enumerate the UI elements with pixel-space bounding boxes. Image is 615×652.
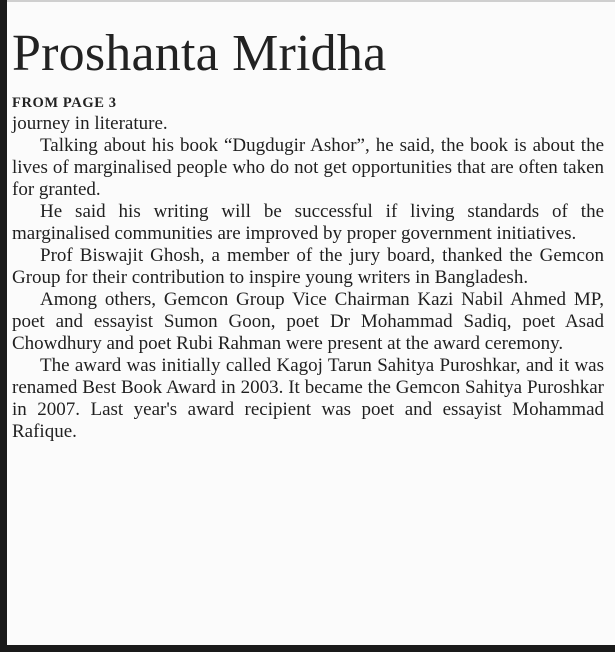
paragraph-continuation: journey in literature.: [12, 113, 168, 134]
paragraph: He said his writing will be successful if living standards of the marginalised communities are improved by proper government initiatives.: [12, 201, 604, 244]
left-border: [0, 0, 7, 652]
paragraph: Among others, Gemcon Group Vice Chairman Kazi Nabil Ahmed MP, poet and essayist Sumon Goon, poet Dr Mohammad Sadiq, poet Asad Chowdhury and poet Rubi Rahman were present at the award ceremony.: [12, 289, 604, 354]
top-rule: [0, 0, 615, 2]
article: [12, 22, 604, 443]
continued-from-label: FROM PAGE 3: [12, 95, 117, 111]
article-body: [12, 113, 604, 443]
headline: Proshanta Mridha: [12, 25, 387, 82]
paragraph: The award was initially called Kagoj Tarun Sahitya Puroshkar, and it was renamed Best Book Award in 2003. It became the Gemcon Sahitya Puroshkar in 2007. Last year's award recipient was poet and essayist Mohammad Rafique.: [12, 355, 604, 442]
paragraph: Talking about his book “Dugdugir Ashor”, he said, the book is about the lives of marginalised people who do not get opportunities that are often taken for granted.: [12, 135, 604, 200]
paragraph: Prof Biswajit Ghosh, a member of the jury board, thanked the Gemcon Group for their contribution to inspire young writers in Bangladesh.: [12, 245, 604, 288]
bottom-border: [0, 645, 615, 652]
